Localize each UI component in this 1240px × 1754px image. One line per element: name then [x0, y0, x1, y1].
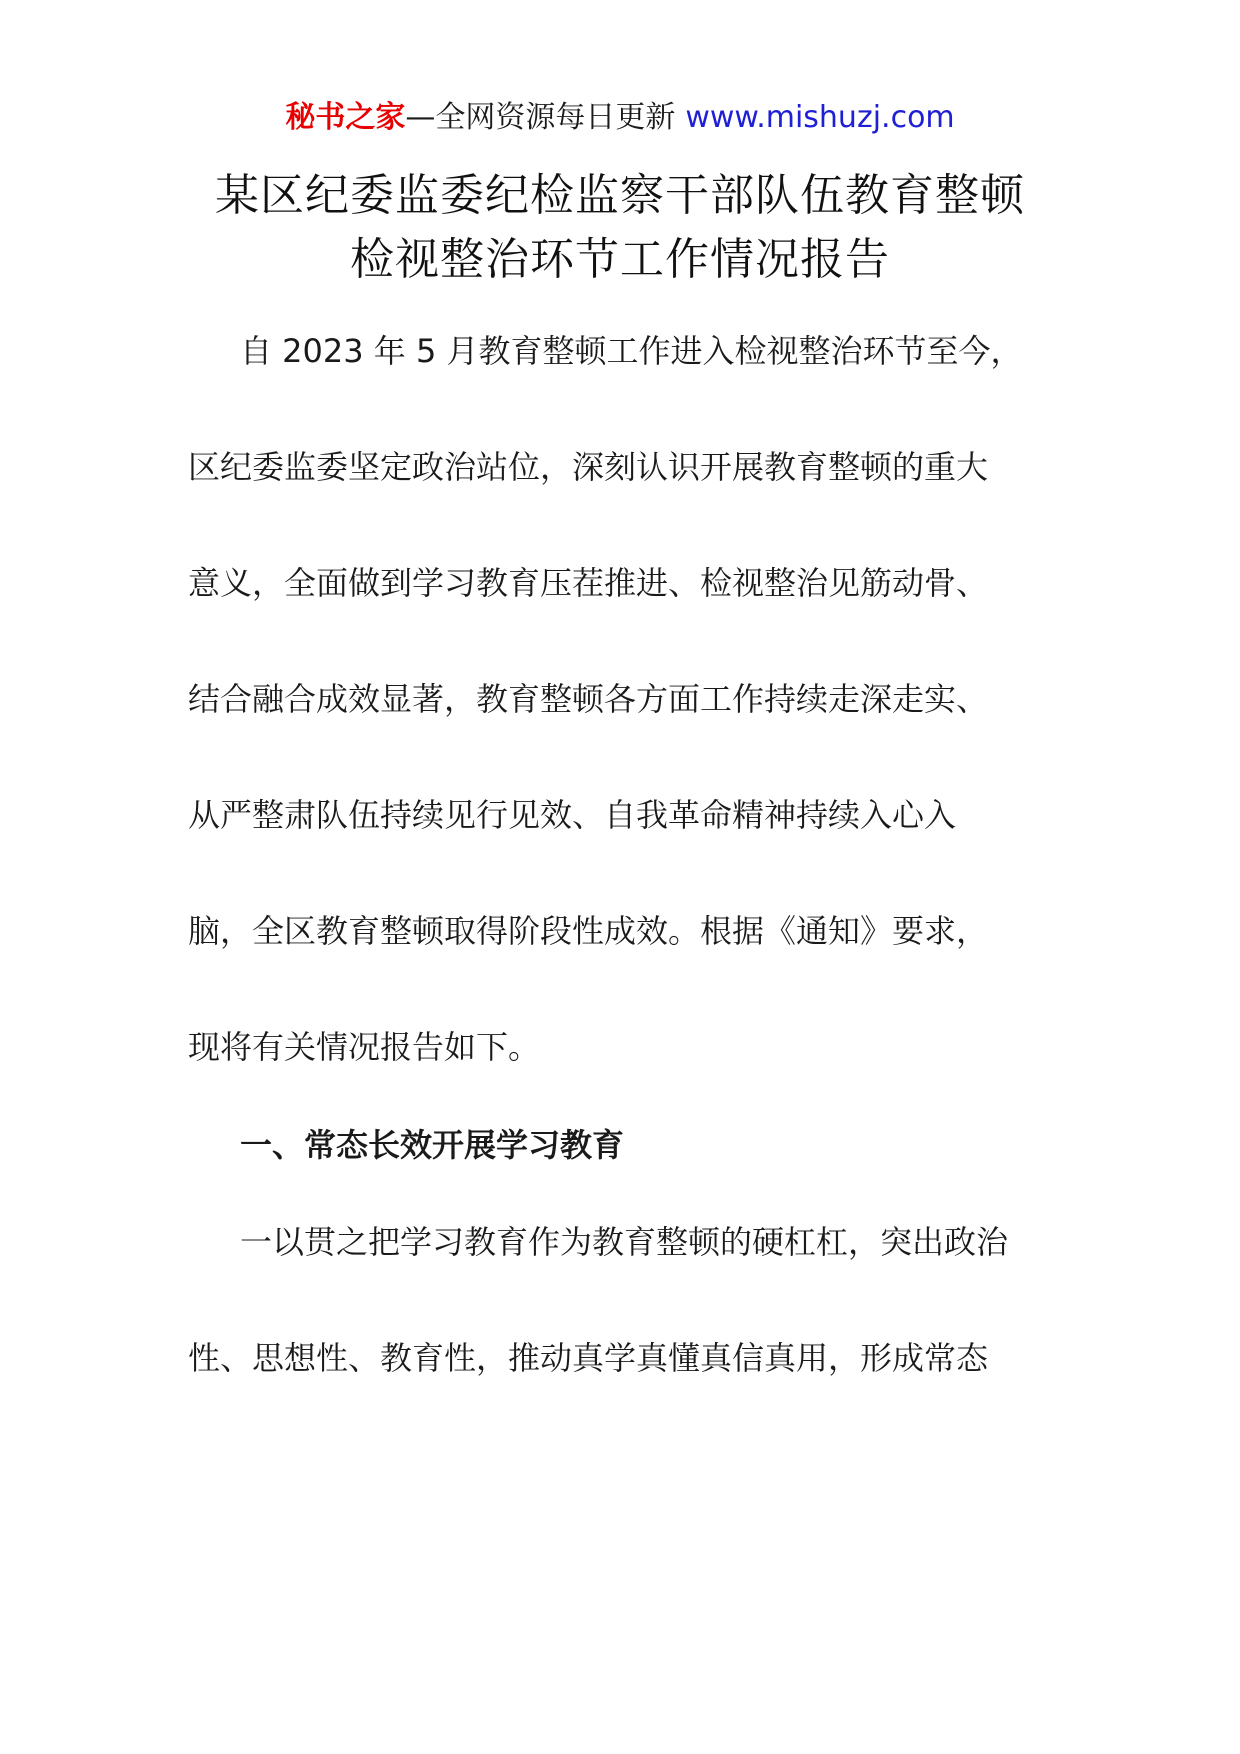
- header-slogan: 全网资源每日更新: [435, 100, 676, 135]
- paragraph-1-line-2: 区纪委监委坚定政治站位，深刻认识开展教育整顿的重大: [188, 448, 989, 486]
- paragraph-1-line-6: 脑，全区教育整顿取得阶段性成效。根据《通知》要求，: [188, 912, 989, 950]
- site-header-banner: [0, 98, 1240, 138]
- paragraph-1-line-3: 意义，全面做到学习教育压茬推进、检视整治见筋动骨、: [188, 564, 989, 602]
- section-1-heading: 一、常态长效开展学习教育: [240, 1126, 625, 1164]
- paragraph-1-line-1: 自 2023 年 5 月教育整顿工作进入检视整治环节至今，: [240, 332, 1023, 370]
- site-url-link[interactable]: www.mishuzj.com: [685, 100, 955, 135]
- paragraph-1-line-4: 结合融合成效显著，教育整顿各方面工作持续走深走实、: [188, 680, 989, 718]
- header-dash: —: [405, 100, 436, 135]
- brand-name: 秘书之家: [285, 100, 406, 135]
- paragraph-2-line-1: 一以贯之把学习教育作为教育整顿的硬杠杠，突出政治: [240, 1223, 1009, 1261]
- paragraph-1-line-5: 从严整肃队伍持续见行见效、自我革命精神持续入心入: [188, 796, 957, 834]
- paragraph-1-line-7: 现将有关情况报告如下。: [188, 1028, 541, 1066]
- document-title: [0, 164, 1240, 292]
- paragraph-2-line-2: 性、思想性、教育性，推动真学真懂真信真用，形成常态: [188, 1339, 989, 1377]
- title-line-2: 检视整治环节工作情况报告: [350, 234, 890, 285]
- title-line-1: 某区纪委监委纪检监察干部队伍教育整顿: [215, 170, 1025, 221]
